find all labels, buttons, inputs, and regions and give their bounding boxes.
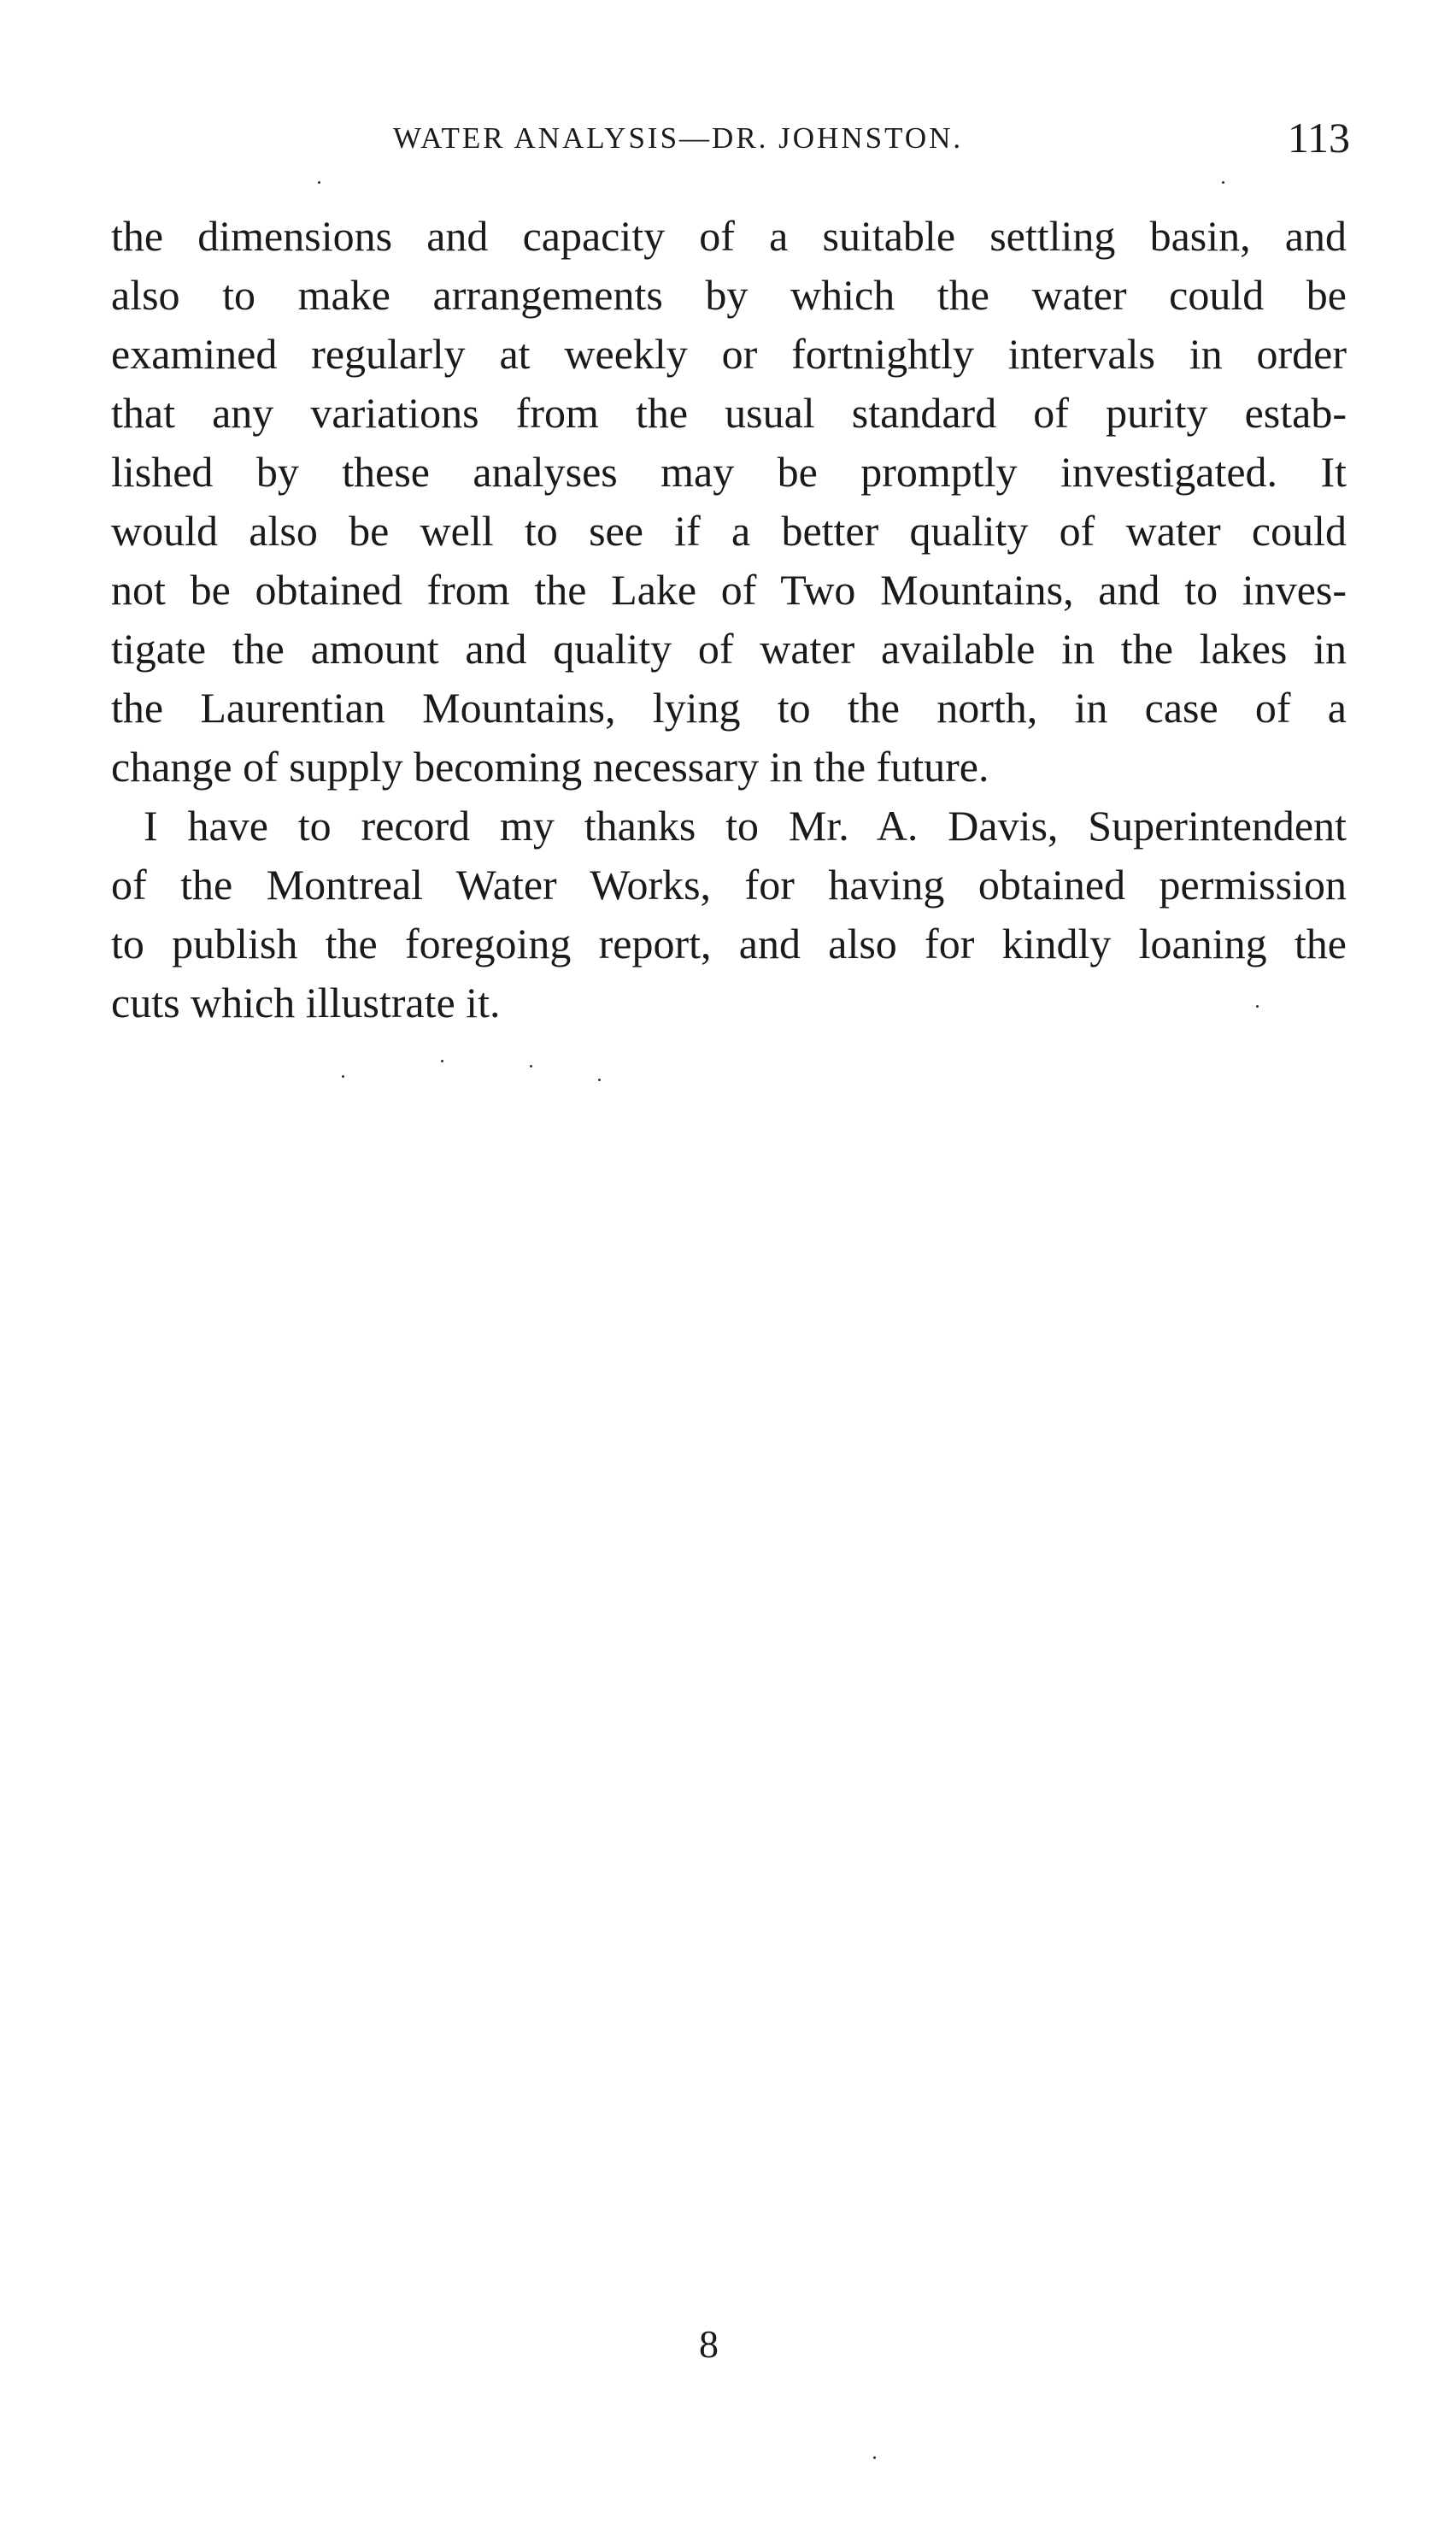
signature-mark: 8 (699, 2322, 719, 2366)
text-line: the dimensions and capacity of a suitable settling basin, and (111, 212, 1347, 260)
print-speck (1222, 181, 1224, 184)
text-line: tigate the amount and quality of water available in the lakes in (111, 625, 1347, 673)
text-line: the Laurentian Mountains, lying to the north, in case of a (111, 684, 1347, 732)
running-title: WATER ANALYSIS—DR. JOHNSTON. (393, 121, 964, 155)
text-line: examined regularly at weekly or fortnightly intervals in order (111, 330, 1347, 378)
text-line: of the Montreal Water Works, for having obtained permission (111, 861, 1347, 909)
running-head (111, 113, 1350, 164)
print-speck (318, 181, 320, 184)
body-text (111, 207, 1347, 1032)
text-line: lished by these analyses may be promptly investigated. It (111, 448, 1347, 496)
paragraph-1 (111, 207, 1347, 797)
text-line: also to make arrangements by which the water could be (111, 271, 1347, 319)
text-line: that any variations from the usual standard of purity estab- (111, 389, 1347, 437)
paragraph-2 (111, 797, 1347, 1032)
print-speck (598, 1079, 601, 1081)
print-speck (873, 2456, 876, 2459)
text-line: not be obtained from the Lake of Two Mountains, and to inves- (111, 566, 1347, 614)
text-line: I have to record my thanks to Mr. A. Davis, Superintendent (144, 802, 1347, 850)
text-line: to publish the foregoing report, and also for kindly loaning the (111, 920, 1347, 968)
print-speck (530, 1065, 532, 1068)
print-speck (1256, 1005, 1259, 1008)
text-line: cuts which illustrate it. (111, 979, 501, 1026)
text-line: would also be well to see if a better quality of water could (111, 507, 1347, 555)
page-number: 113 (1287, 114, 1350, 162)
text-line: change of supply becoming necessary in the future. (111, 743, 989, 791)
print-speck (441, 1060, 443, 1062)
print-speck (342, 1075, 344, 1078)
